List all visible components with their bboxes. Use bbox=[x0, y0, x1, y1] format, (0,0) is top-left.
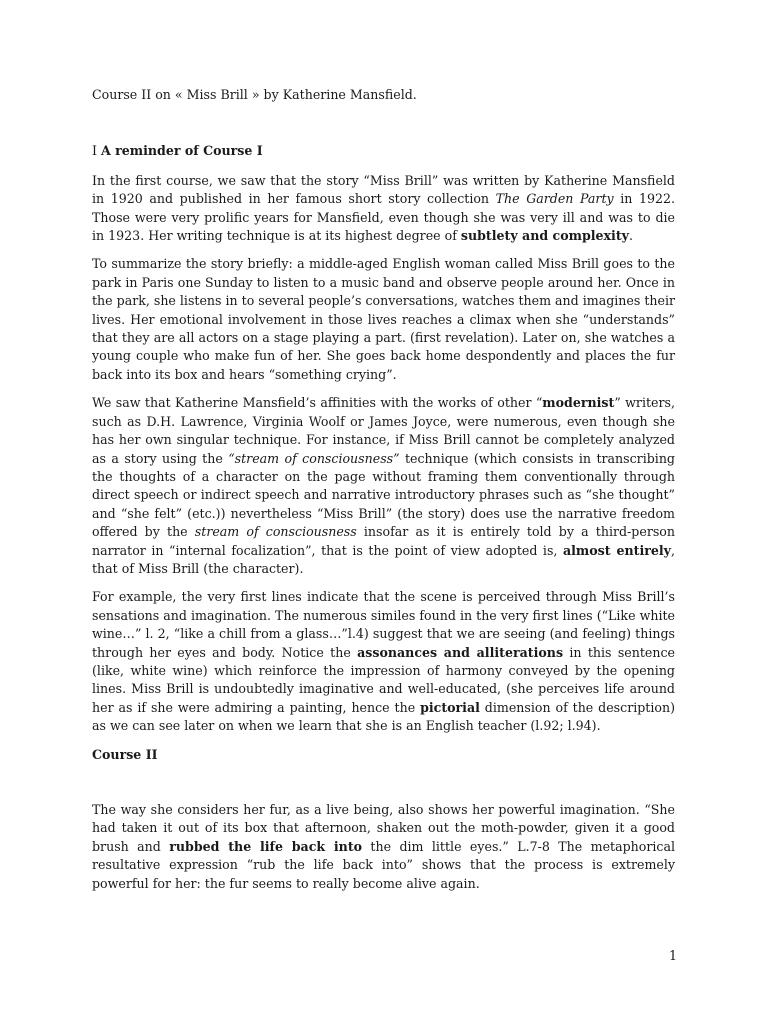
section-heading-course-1 bbox=[92, 142, 675, 160]
section-heading-text: Course II bbox=[92, 746, 158, 762]
document-title-text: Course II on « Miss Brill » by Katherine Mansfield. bbox=[92, 87, 417, 102]
paragraph-1 bbox=[92, 172, 675, 246]
paragraph-4-text-c: in this sentence (like, white wine) which reinforce the impression of harmony conveyed by the opening lines. Miss Brill is undoubtedly imaginative and well-educated, (she perceives life around her as if she were admiring a painting, hence the bbox=[92, 644, 675, 715]
paragraph-3 bbox=[92, 394, 675, 578]
paragraph-2-text: To summarize the story briefly: a middle-aged English woman called Miss Brill goes to the park in Paris one Sunday to listen to a music band and observe people around her. Once in the park, she listens in to several people’s conversations, watches them and imagines their lives. Her emotional involvement in those lives reaches a climax when she “understands” that they are all actors on a stage playing a part. (first revelation). Later on, she watches a young couple who make fun of her. She goes back home despondently and places the fur back into its box and hears “something crying”. bbox=[92, 256, 675, 382]
page-number: 1 bbox=[668, 948, 677, 963]
section-numeral: I bbox=[92, 143, 101, 159]
paragraph-3-text-e: technique (which consists in transcribing the thoughts of a character on the page without framing them conventionally through direct speech or indirect speech and narrative introductory phrases such as “she thought” and “she felt” (etc.)) nevertheless “Miss Brill” (the story) does use the narrative freedom offered by the bbox=[92, 450, 675, 540]
document-page bbox=[92, 86, 675, 903]
paragraph-5-text-a: The way she considers her fur, as a live being, also shows her powerful imagination. “She had taken it out of its box that afternoon, shaken out the moth-powder, given it a good brush and bbox=[92, 802, 675, 854]
section-heading-course-2 bbox=[92, 746, 675, 764]
paragraph-1-text-a: In the first course, we saw that the story “Miss Brill” was written by Katherine Mansfield in 1920 and published in her famous short story collection bbox=[92, 172, 675, 207]
emphasis-bold: rubbed the life back into bbox=[169, 838, 363, 854]
paragraph-5 bbox=[92, 801, 675, 893]
paragraph-3-text-c: ” writers, such as D.H. Lawrence, Virginia Woolf or James Joyce, were numerous, even though she has her own singular technique. For instance, if Miss Brill cannot be completely analyzed as a story using the bbox=[92, 395, 675, 466]
document-title bbox=[92, 86, 675, 104]
emphasis-bold: assonances and alliterations bbox=[357, 644, 564, 660]
paragraph-1-text-c: in 1922. Those were very prolific years for Mansfield, even though she was very ill and was to die in 1923. Her writing technique is at its highest degree of bbox=[92, 191, 676, 244]
paragraph-4-text-a: For example, the very first lines indicate that the scene is perceived through Miss Brill’s sensations and imagination. The numerous similes found in the very first lines (“Like white wine…” l. 2, “like a chill from a glass…”l.4) suggest that we are seeing (and feeling) things through her eyes and body. Notice the bbox=[92, 589, 675, 660]
paragraph-3-text-g: insofar as it is entirely told by a third-person narrator in “internal focalization”, that is the point of view adopted is, bbox=[92, 524, 676, 558]
emphasis-italic: “stream of consciousness” bbox=[228, 450, 400, 466]
book-title-italic: The Garden Party bbox=[495, 191, 614, 207]
emphasis-bold: almost entirely bbox=[562, 542, 671, 558]
emphasis-bold: modernist bbox=[542, 395, 615, 411]
paragraph-2 bbox=[92, 255, 675, 384]
paragraph-3-text-a: We saw that Katherine Mansfield’s affinities with the works of other “ bbox=[92, 395, 543, 411]
paragraph-4 bbox=[92, 588, 675, 735]
paragraph-3-text-i: , that of Miss Brill (the character). bbox=[92, 542, 675, 576]
emphasis-bold: subtlety and complexity bbox=[460, 228, 629, 244]
emphasis-italic: stream of consciousness bbox=[194, 524, 357, 540]
emphasis-bold: pictorial bbox=[420, 699, 480, 715]
paragraph-4-text-e: dimension of the description) as we can see later on when we learn that she is an English teacher (l.92; l.94). bbox=[92, 699, 675, 734]
paragraph-5-text-c: the dim little eyes.” L.7-8 The metaphorical resultative expression “rub the life back into” shows that the process is extremely powerful for her: the fur seems to really become alive again. bbox=[92, 838, 675, 891]
section-heading-text: A reminder of Course I bbox=[100, 143, 263, 159]
paragraph-1-text-e: . bbox=[628, 228, 633, 244]
